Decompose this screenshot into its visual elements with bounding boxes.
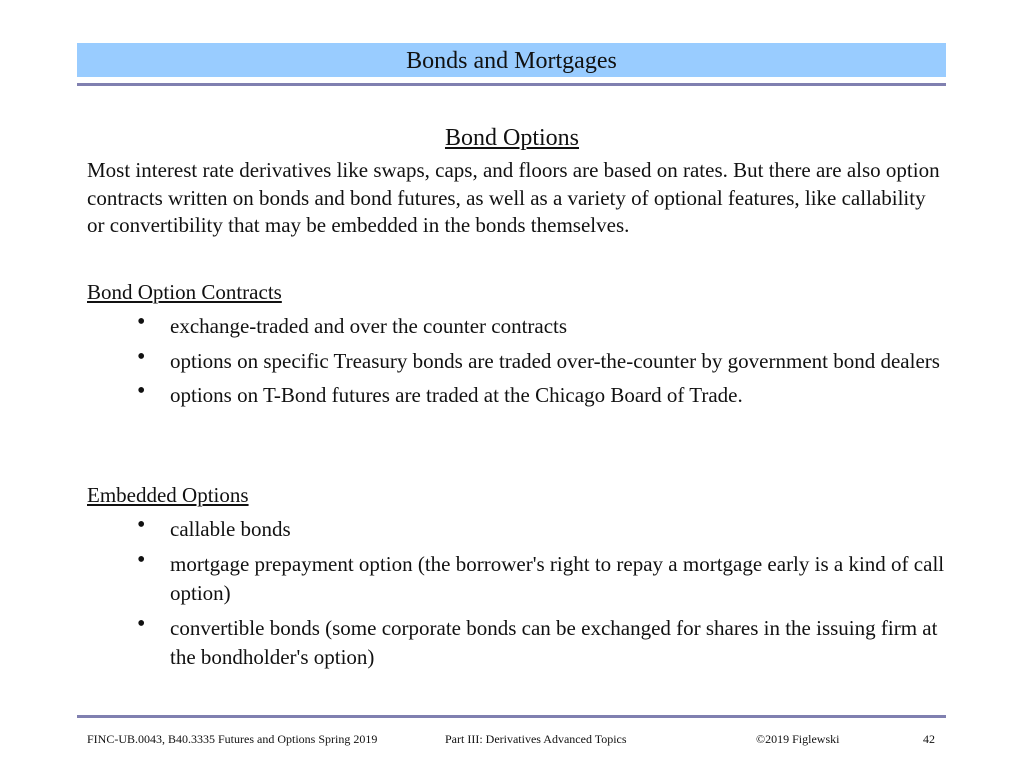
slide-title: Bonds and Mortgages — [406, 48, 617, 74]
bullet-icon: • — [137, 610, 146, 637]
list-item-text: convertible bonds (some corporate bonds can be exchanged for shares in the issuing firm at the bondholder's option) — [170, 615, 938, 669]
page-number: 42 — [923, 732, 935, 746]
bullet-icon: • — [137, 546, 146, 573]
section-title-embedded-options: Embedded Options — [87, 483, 249, 507]
list-item-text: options on specific Treasury bonds are traded over-the-counter by government bond dealers — [170, 348, 940, 373]
list-item-text: options on T-Bond futures are traded at the Chicago Board of Trade. — [170, 383, 743, 407]
list-item — [137, 512, 957, 545]
list-item-text: exchange-traded and over the counter contracts — [170, 314, 568, 338]
footer-part: Part III: Derivatives Advanced Topics — [445, 732, 627, 746]
intro-paragraph: Most interest rate derivatives like swaps, caps, and floors are based on rates. But there are also option contracts written on bonds and bond futures, as well as a variety of optional features, like callability or convertibility that may be embedded in the bonds themselves. — [87, 158, 940, 237]
list-item — [137, 343, 957, 377]
list-item — [137, 610, 957, 673]
footer-course: FINC-UB.0043, B40.3335 Futures and Options Spring 2019 — [87, 732, 378, 746]
bottom-rule — [77, 715, 946, 718]
bond-option-contracts-list — [137, 309, 957, 411]
list-item-text: callable bonds — [170, 517, 291, 541]
bullet-icon: • — [137, 512, 146, 538]
bullet-icon: • — [137, 343, 146, 370]
footer-copyright: ©2019 Figlewski — [756, 732, 840, 746]
page-heading: Bond Options — [444, 125, 579, 151]
list-item — [137, 546, 957, 609]
list-item-text: mortgage prepayment option (the borrower's right to repay a mortgage early is a kind of call option) — [170, 551, 945, 605]
embedded-options-list — [137, 512, 957, 673]
top-rule — [77, 83, 946, 86]
bullet-icon: • — [137, 309, 146, 335]
list-item — [137, 309, 957, 342]
list-item — [137, 378, 957, 411]
bullet-icon: • — [137, 378, 146, 404]
section-title-bond-option-contracts: Bond Option Contracts — [87, 280, 282, 304]
